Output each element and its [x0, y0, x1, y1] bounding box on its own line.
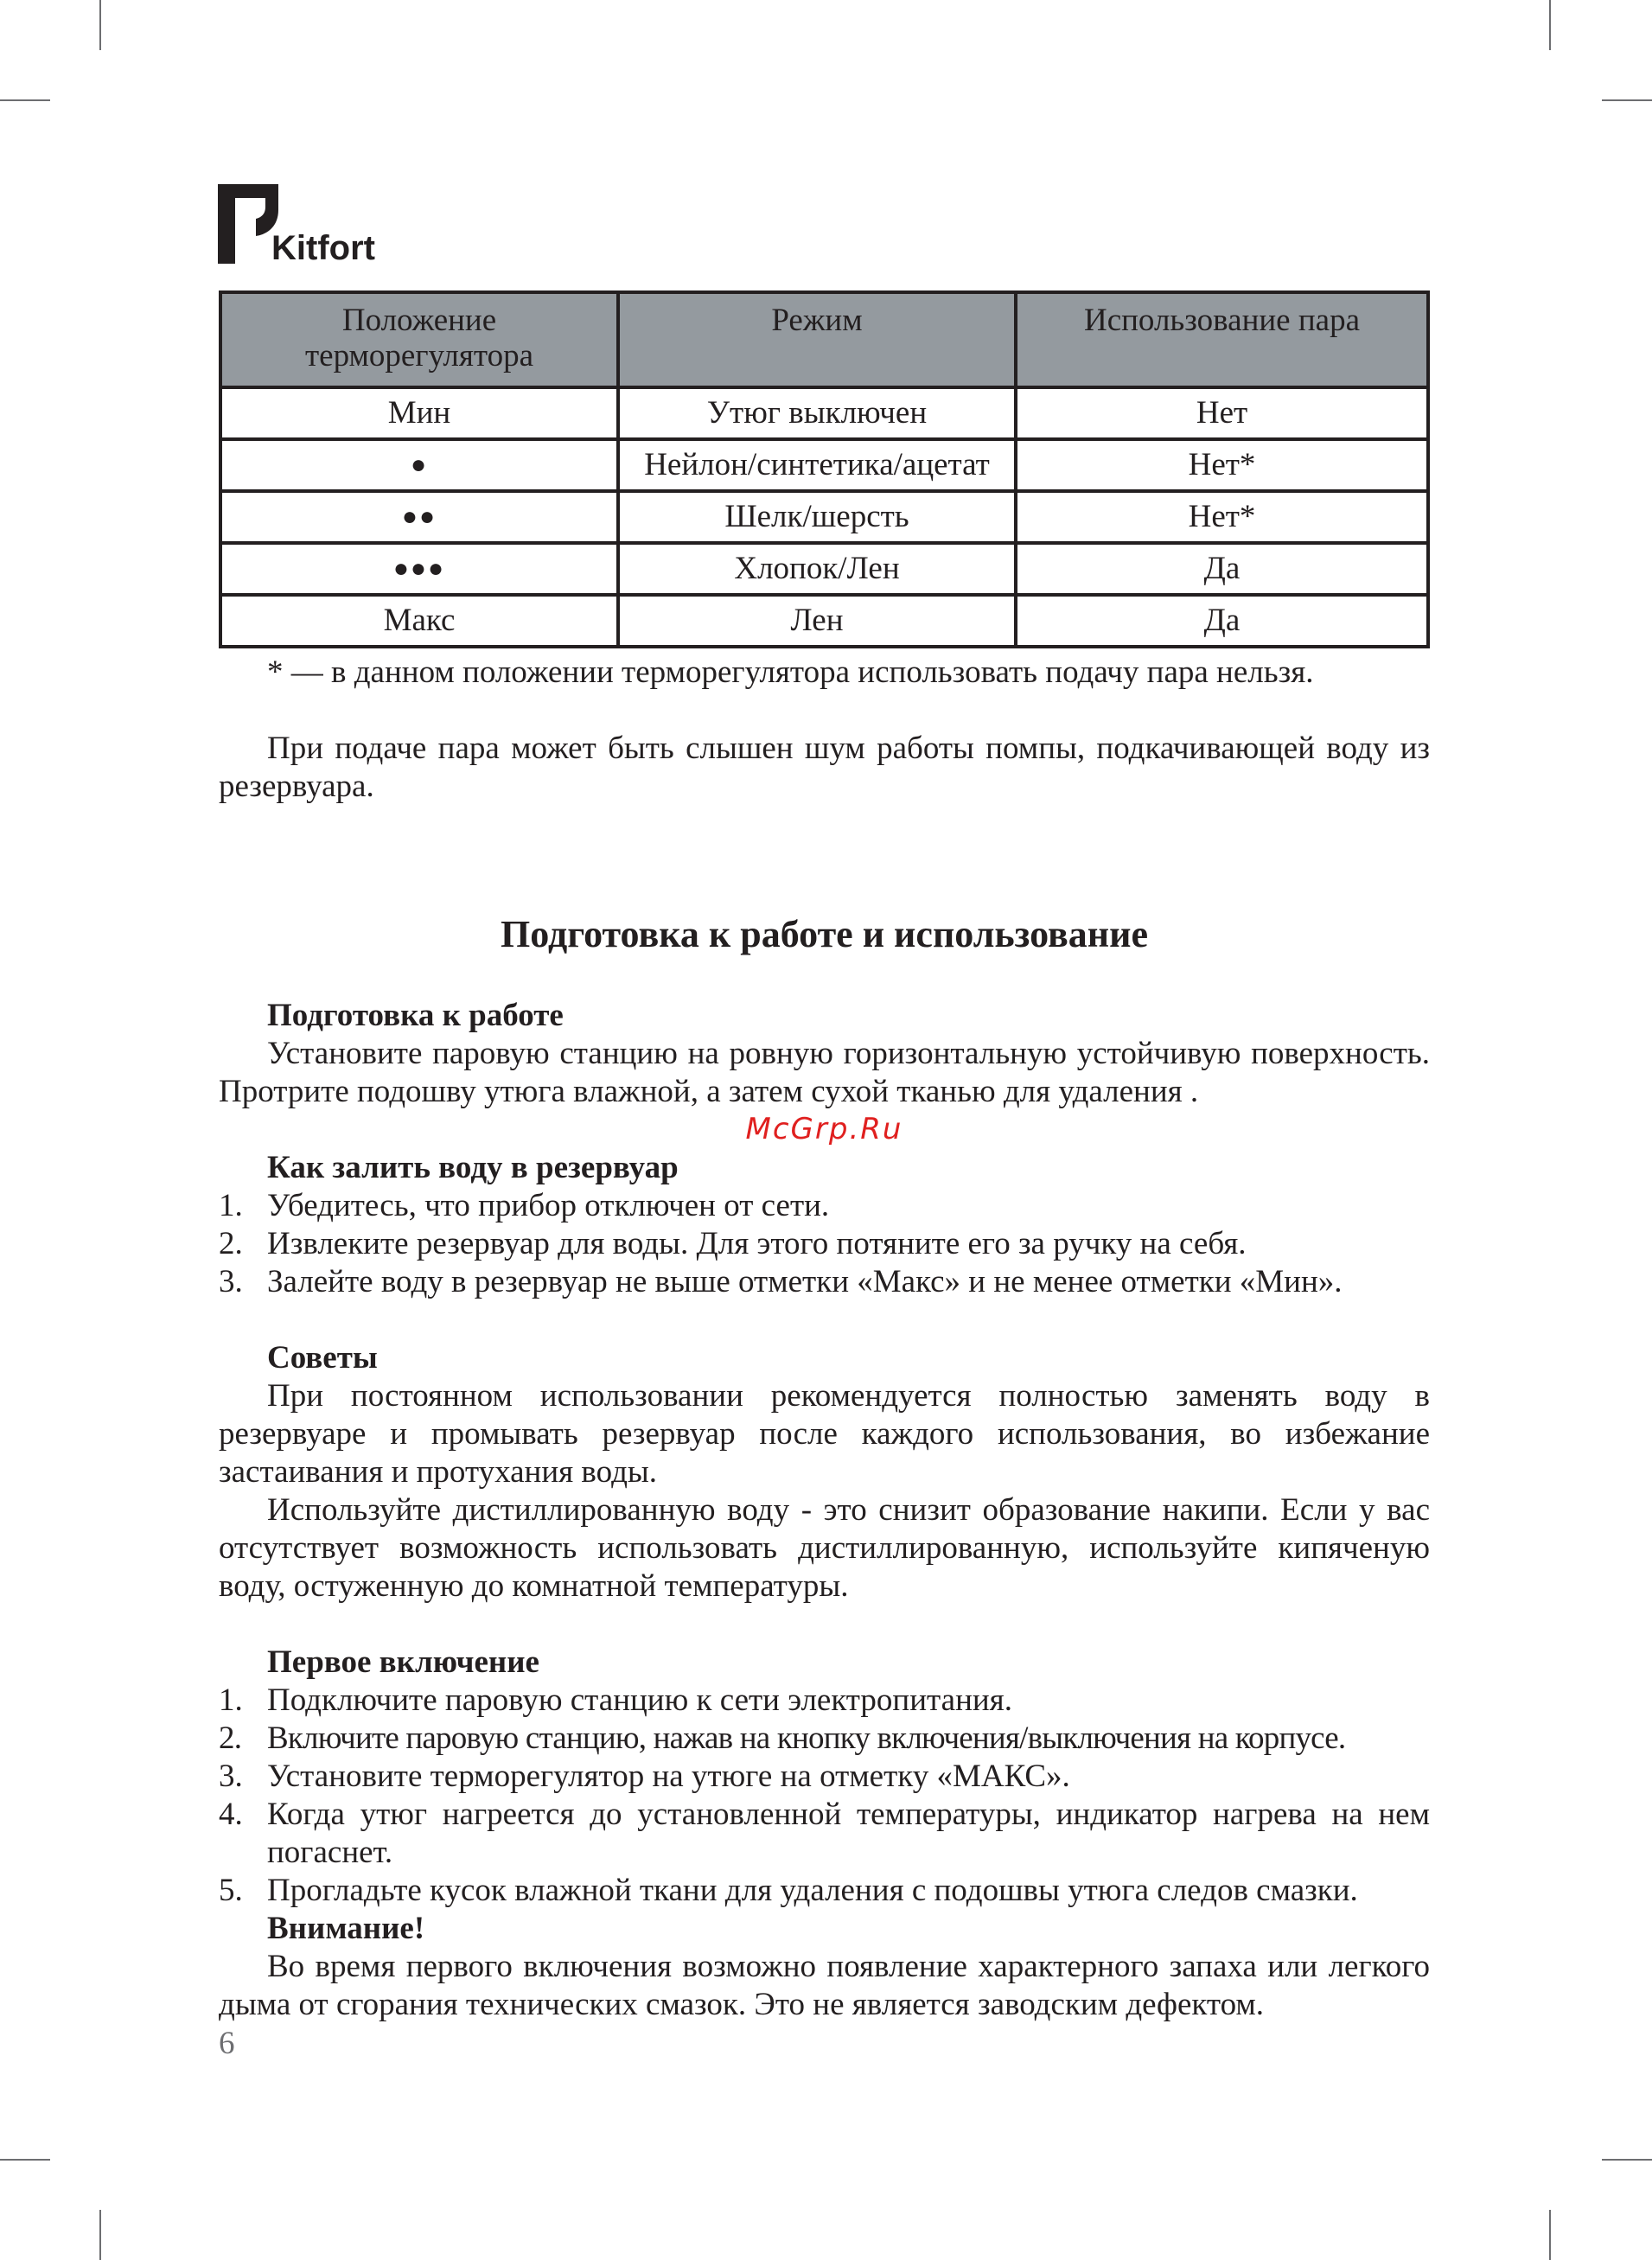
table-row	[220, 439, 1428, 491]
warning-heading: Внимание!	[267, 1911, 425, 1946]
crop-mark	[0, 99, 50, 101]
list-item: 3. Залейте воду в резервуар не выше отметки «Макс» и не менее отметки «Мин».	[219, 1264, 1343, 1299]
section-title: Подготовка к работе и использование	[501, 913, 1148, 955]
table-footnote: * — в данном положении терморегулятора использовать подачу пара нельзя.	[267, 654, 1314, 690]
table-cell: Макс	[220, 595, 618, 647]
table-cell: Хлопок/Лен	[618, 543, 1016, 595]
crop-mark	[0, 2159, 50, 2161]
crop-mark	[1549, 2210, 1551, 2260]
table-row	[220, 595, 1428, 647]
table-cell: ●	[220, 439, 618, 491]
list-item: 5. Прогладьте кусок влажной ткани для удаления с подошвы утюга следов смазки.	[219, 1873, 1358, 1908]
table-cell: Лен	[618, 595, 1016, 647]
table-cell: ●●	[220, 491, 618, 543]
crop-mark	[99, 2210, 101, 2260]
list-item: 2. Включите паровую станцию, нажав на кнопку включения/выключения на корпусе.	[219, 1721, 1346, 1756]
prep-paragraph: Установите паровую станцию на ровную горизонтальную устойчивую поверхность. Протрите подошву утюга влажной, а затем сухой тканью для удаления .	[219, 1036, 1430, 1109]
crop-mark	[99, 0, 101, 50]
table-cell: Нет	[1016, 387, 1428, 439]
crop-mark	[1602, 99, 1652, 101]
crop-mark	[1602, 2159, 1652, 2161]
list-item: 2. Извлеките резервуар для воды. Для этого потяните его за ручку на себя.	[219, 1226, 1247, 1261]
warning-paragraph: Во время первого включения возможно появление характерного запаха или легкого дыма от сгорания технических смазок. Это не является заводским дефектом.	[219, 1949, 1430, 2022]
prep-heading: Подготовка к работе	[267, 998, 564, 1033]
table-cell: Нейлон/синтетика/ацетат	[618, 439, 1016, 491]
table-cell: Нет*	[1016, 491, 1428, 543]
first-use-steps-list	[219, 1682, 1430, 1910]
tips-heading: Советы	[267, 1340, 378, 1376]
table-row	[220, 543, 1428, 595]
table-header: Положение терморегулятора	[220, 292, 618, 387]
list-item: 3. Установите терморегулятор на утюге на отметку «МАКС».	[219, 1759, 1070, 1794]
logo-text: Kitfort	[271, 229, 375, 267]
table-cell: Да	[1016, 543, 1428, 595]
pump-note-paragraph: При подаче пара может быть слышен шум работы помпы, подкачивающей воду из резервуара.	[219, 731, 1430, 804]
tips-paragraph-1: При постоянном использовании рекомендуется полностью заменять воду в резервуаре и промывать резервуар после каждого использования, во избежание застаивания и протухания воды.	[219, 1378, 1430, 1490]
table-header-row	[220, 292, 1428, 387]
kitfort-logo	[218, 184, 391, 271]
crop-mark	[1549, 0, 1551, 50]
table-cell: ●●●	[220, 543, 618, 595]
first-use-heading: Первое включение	[267, 1644, 539, 1680]
list-item: 1. Подключите паровую станцию к сети электропитания.	[219, 1682, 1012, 1718]
table-header: Использование пара	[1016, 292, 1428, 387]
table-cell: Мин	[220, 387, 618, 439]
table-cell: Да	[1016, 595, 1428, 647]
table-row	[220, 491, 1428, 543]
fill-heading: Как залить воду в резервуар	[267, 1150, 679, 1185]
table-cell: Утюг выключен	[618, 387, 1016, 439]
table-row	[220, 387, 1428, 439]
page-number: 6	[219, 2026, 235, 2061]
fill-steps-list	[219, 1187, 1430, 1301]
table-header: Режим	[618, 292, 1016, 387]
table-cell: Нет*	[1016, 439, 1428, 491]
thermostat-mode-table	[219, 290, 1430, 648]
watermark: McGrp.Ru	[745, 1112, 903, 1146]
table-cell: Шелк/шерсть	[618, 491, 1016, 543]
list-item: 1. Убедитесь, что прибор отключен от сети.	[219, 1188, 830, 1223]
list-item: 4. Когда утюг нагреется до установленной температуры, индикатор нагрева на нем погаснет.	[219, 1797, 1430, 1870]
tips-paragraph-2: Используйте дистиллированную воду - это снизит образование накипи. Если у вас отсутствует возможность использовать дистиллированную, используйте кипяченую воду, остуженную до комнатной температуры.	[219, 1492, 1430, 1604]
